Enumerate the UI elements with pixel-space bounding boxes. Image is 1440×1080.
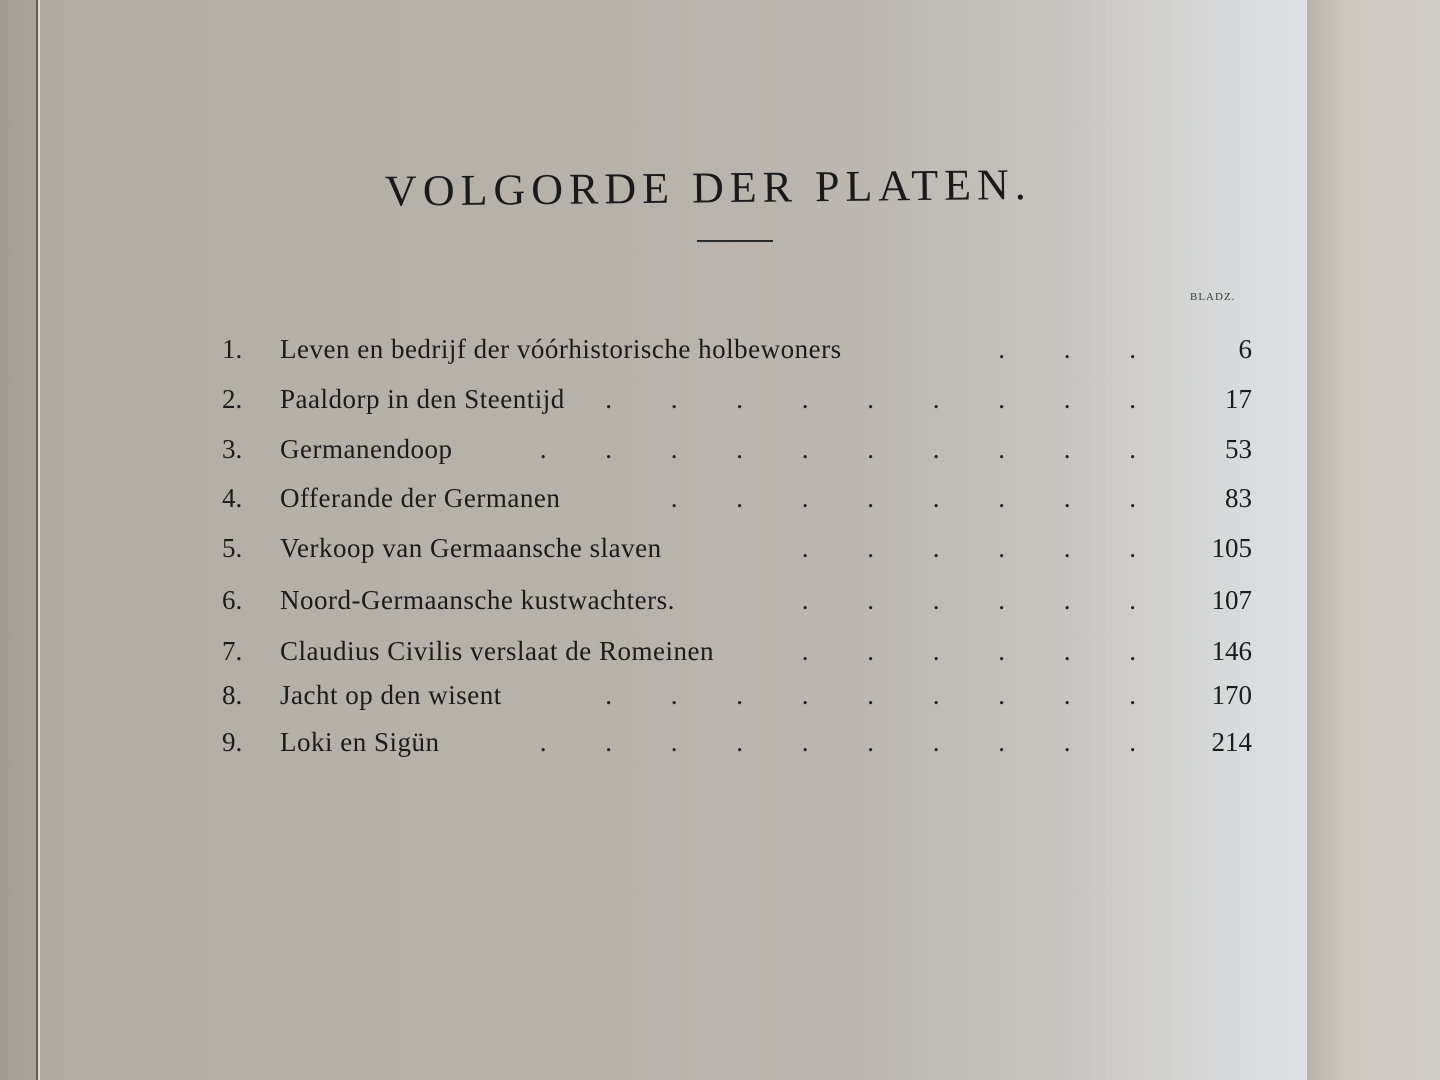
list-item <box>222 585 1252 619</box>
entry-number: 3. <box>222 434 243 464</box>
list-item <box>222 384 1252 418</box>
dot-leader: . . . . . . . . . <box>605 384 1162 414</box>
entry-page: 214 <box>1211 727 1252 757</box>
entry-page: 107 <box>1211 585 1252 615</box>
list-item <box>222 483 1252 517</box>
entry-page: 170 <box>1211 680 1252 710</box>
entry-page: 6 <box>1238 334 1252 364</box>
entry-title: Noord-Germaansche kustwachters. <box>280 585 675 615</box>
dot-leader: . . . . . . . . <box>670 483 1162 513</box>
underlying-page-left <box>0 0 36 1080</box>
dot-leader: . . . . . . <box>801 585 1162 615</box>
entry-title: Verkoop van Germaansche slaven <box>280 533 662 563</box>
entry-title: Offerande der Germanen <box>280 483 561 513</box>
entry-number: 6. <box>222 585 243 615</box>
title-divider <box>697 240 773 242</box>
list-item <box>222 636 1252 670</box>
entry-number: 5. <box>222 533 243 563</box>
entry-title: Leven en bedrijf der vóórhistorische holbewoners <box>280 334 842 364</box>
entry-number: 1. <box>222 334 243 364</box>
dot-leader: . . . . . . . . . . <box>539 727 1162 757</box>
entry-title: Jacht op den wisent <box>280 680 502 710</box>
dot-leader: . . . <box>998 334 1162 364</box>
entry-number: 9. <box>222 727 243 757</box>
list-item <box>222 680 1252 714</box>
list-item <box>222 334 1252 368</box>
list-item <box>222 727 1252 761</box>
entry-title: Loki en Sigün <box>280 727 440 757</box>
entry-title: Claudius Civilis verslaat de Romeinen <box>280 636 714 666</box>
entry-page: 53 <box>1225 434 1252 464</box>
entry-number: 8. <box>222 680 243 710</box>
entry-title: Germanendoop <box>280 434 453 464</box>
entry-page: 17 <box>1225 384 1252 414</box>
page-column-header: BLADZ. <box>1190 291 1236 303</box>
dot-leader: . . . . . . <box>801 533 1162 563</box>
entry-page: 146 <box>1211 636 1252 666</box>
list-item <box>222 533 1252 567</box>
entry-title: Paaldorp in den Steentijd <box>280 384 565 414</box>
dot-leader: . . . . . . . . . <box>605 680 1162 710</box>
entry-page: 105 <box>1211 533 1252 563</box>
list-item <box>222 434 1252 468</box>
page-title: VOLGORDE DER PLATEN. <box>384 159 1033 216</box>
entry-number: 2. <box>222 384 243 414</box>
entry-page: 83 <box>1225 483 1252 513</box>
dot-leader: . . . . . . . . . . <box>539 434 1162 464</box>
entry-number: 7. <box>222 636 243 666</box>
dot-leader: . . . . . . <box>801 636 1162 666</box>
entry-number: 4. <box>222 483 243 513</box>
underlying-page-right <box>1305 0 1440 1080</box>
